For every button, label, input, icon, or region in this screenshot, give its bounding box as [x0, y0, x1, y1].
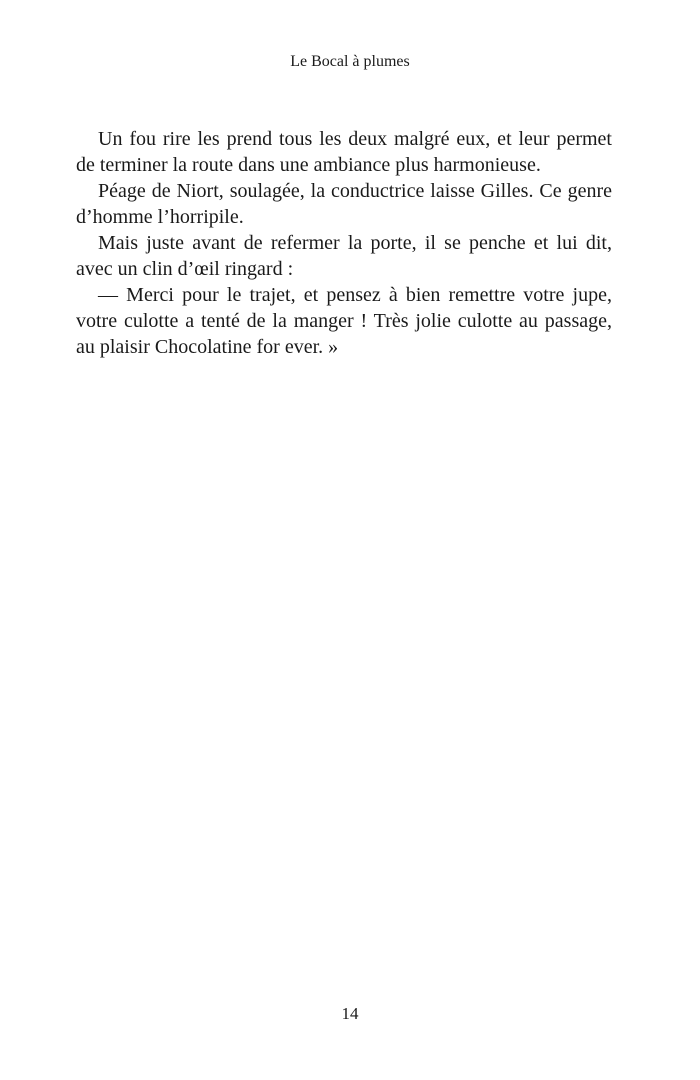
paragraph: Mais juste avant de refermer la porte, il se penche et lui dit, avec un clin d’œil ringard :	[76, 232, 612, 280]
running-header: Le Bocal à plumes	[290, 53, 410, 70]
body-text	[76, 126, 612, 360]
page-number: 14	[341, 1004, 359, 1023]
paragraph: — Merci pour le trajet, et pensez à bien remettre votre jupe, votre culotte a tenté de la manger ! Très jolie culotte au passage, au plaisir Chocolatine for ever. »	[76, 284, 612, 358]
paragraph: Un fou rire les prend tous les deux malgré eux, et leur permet de terminer la route dans une ambiance plus harmonieuse.	[76, 128, 612, 176]
paragraph: Péage de Niort, soulagée, la conductrice laisse Gilles. Ce genre d’homme l’horripile.	[76, 180, 612, 228]
